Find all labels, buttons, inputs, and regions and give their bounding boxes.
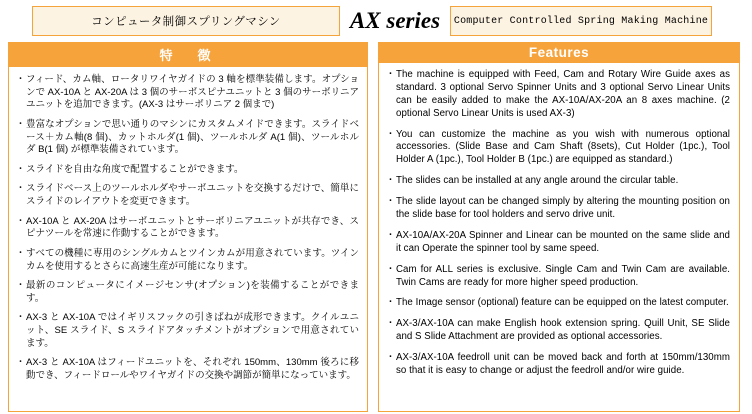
list-item-text: 豊富なオプションで思い通りのマシンにカスタムメイドできます。スライドベース＋カム軸(8 個)、カットホルダ(1 個)、ツールホルダ A(1 個)、ツールホルダ B(1 個) が標準装備されています。	[26, 118, 359, 156]
features-panel-japanese	[8, 42, 368, 412]
bullet-icon: ・	[385, 297, 396, 309]
bullet-icon: ・	[385, 128, 396, 140]
bullet-icon: ・	[385, 263, 396, 275]
bullet-icon: ・	[15, 280, 26, 292]
features-list-japanese	[9, 67, 367, 411]
list-item	[15, 216, 359, 241]
list-item	[15, 280, 359, 305]
features-list-english	[379, 63, 739, 411]
list-item-text: AX-3 と AX-10A ではイギリスフックの引きばねが成形できます。クイルユニット、SE スライド、S スライドアタッチメントがオプションで用意されています。	[26, 312, 359, 349]
header-english-label: Computer Controlled Spring Making Machine	[450, 6, 712, 36]
bullet-icon: ・	[15, 74, 26, 85]
list-item	[15, 183, 359, 208]
bullet-icon: ・	[385, 69, 396, 80]
list-item	[15, 164, 359, 177]
list-item	[15, 248, 359, 273]
page-title: AX series	[349, 8, 441, 33]
list-item-text: AX-3/AX-10A feedroll unit can be moved back and forth at 150mm/130mm so that it is easy to change or adjust the feedroll and/or wire guide.	[396, 352, 730, 377]
list-item-text: スライドを自由な角度で配置することができます。	[26, 163, 244, 175]
list-item-text: スライドベース上のツールホルダやサーボユニットを交換するだけで、簡単にスライドのレイアウトを変更できます。	[26, 183, 359, 207]
list-item-text: AX-10A/AX-20A Spinner and Linear can be mounted on the same slide and it can Operate the spinner tool by same speed.	[396, 229, 730, 254]
bullet-icon: ・	[385, 196, 396, 208]
content-columns	[8, 42, 744, 412]
bullet-icon: ・	[385, 352, 396, 364]
list-item-text: The machine is equipped with Feed, Cam and Rotary Wire Guide axes as standard. 3 optional Servo Spinner Units and 3 optional Servo Linear Units can be easily added to make the AX-10A/AX-20A an 8 axes machine. (2 optional Servo Linear Units is used AX-3)	[396, 69, 730, 119]
list-item	[15, 357, 359, 382]
list-item	[15, 312, 359, 350]
bullet-icon: ・	[385, 175, 396, 187]
bullet-icon: ・	[15, 312, 26, 324]
list-item	[385, 69, 730, 121]
list-item-text: AX-3/AX-10A can make English hook extension spring. Quill Unit, SE Slide and S Slide Attachment are provided as optional accessories.	[396, 318, 730, 343]
list-item-text: 最新のコンピュータにイメージセンサ(オプション)を装備することができます。	[26, 280, 359, 304]
list-item-text: AX-3 と AX-10A はフィードユニットを、それぞれ 150mm、130mm 後ろに移動でき、フィードロールやワイヤガイドの交換や調節が簡単になっています。	[26, 357, 359, 381]
list-item-text: The slides can be installed at any angle around the circular table.	[396, 175, 679, 187]
list-item	[385, 230, 730, 256]
header-japanese-label: コンピュータ制御スプリングマシン	[32, 6, 340, 36]
bullet-icon: ・	[385, 229, 396, 241]
features-panel-english	[378, 42, 740, 412]
page-header	[8, 6, 744, 36]
bullet-icon: ・	[15, 118, 26, 130]
bullet-icon: ・	[15, 163, 26, 175]
bullet-icon: ・	[15, 357, 26, 369]
list-item	[385, 196, 730, 222]
list-item-text: You can customize the machine as you wish with numerous optional accessories. (Slide Base and Cam Shaft (8sets), Cut Holder (1pc.), Tool Holder A (1pc.), Tool Holder B (1pc.) are equipped as standard.)	[396, 128, 730, 166]
list-item	[385, 318, 730, 344]
list-item-text: フィード、カム軸、ロータリワイヤガイドの 3 軸を標準装備します。オプションで AX-10A と AX-20A は 3 個のサーボスピナユニットと 3 個のサーボリニアユニットを追加できます。(AX-3 はサーボリニア 2 個まで)	[26, 74, 359, 111]
bullet-icon: ・	[15, 247, 26, 259]
list-item-text: Cam for ALL series is exclusive. Single Cam and Twin Cam are available. Twin Cams are ready for more higher speed production.	[396, 263, 730, 288]
list-item-text: AX-10A と AX-20A はサーボユニットとサーボリニアユニットが共存でき、スピナツールを常速に作動することができます。	[26, 215, 359, 240]
list-item	[385, 264, 730, 290]
features-panel-english-title: Features	[379, 43, 739, 63]
list-item-text: The Image sensor (optional) feature can be equipped on the latest computer.	[396, 297, 729, 309]
list-item-text: すべての機種に専用のシングルカムとツインカムが用意されています。ツインカムを使用するとさらに高速生産が可能になります。	[26, 247, 359, 272]
list-item-text: The slide layout can be changed simply by altering the mounting position on the slide base for tool holders and servo drive unit.	[396, 196, 730, 221]
bullet-icon: ・	[15, 215, 26, 227]
list-item	[385, 175, 730, 188]
list-item	[385, 129, 730, 168]
list-item	[15, 119, 359, 157]
list-item	[385, 352, 730, 378]
list-item	[15, 74, 359, 112]
features-panel-japanese-title: 特 徴	[9, 43, 367, 67]
list-item	[385, 297, 730, 310]
bullet-icon: ・	[385, 318, 396, 330]
bullet-icon: ・	[15, 183, 26, 195]
